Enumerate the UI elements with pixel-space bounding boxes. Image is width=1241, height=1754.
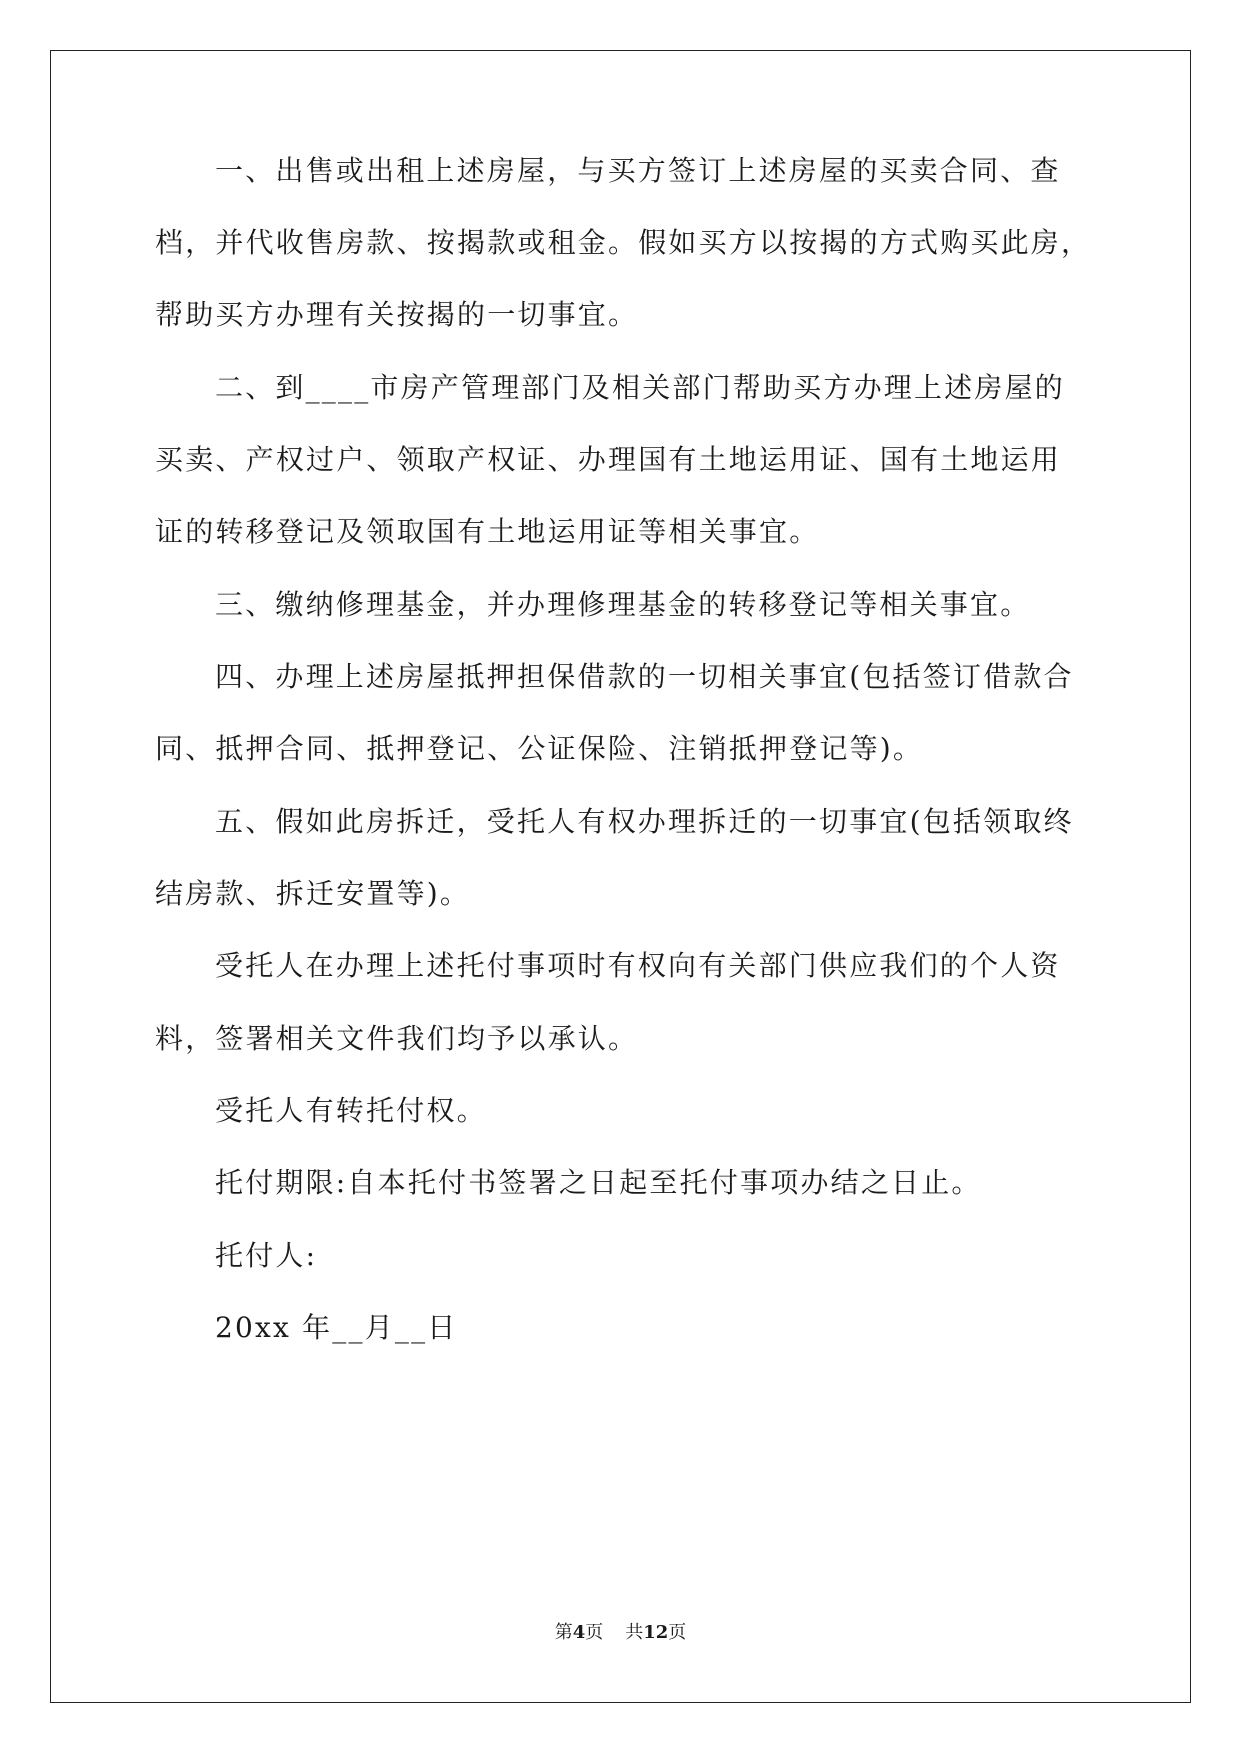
- page-number: 4: [572, 1622, 586, 1643]
- page-suffix: 页: [585, 1622, 604, 1643]
- paragraph-2-line-2: 买卖、产权过户、领取产权证、办理国有土地运用证、国有土地运用: [155, 443, 1062, 476]
- paragraph-4-line-1: 四、办理上述房屋抵押担保借款的一切相关事宜(包括签订借款合: [215, 660, 1074, 693]
- total-suffix: 页: [668, 1622, 687, 1643]
- paragraph-2-line-1: 二、到____市房产管理部门及相关部门帮助买方办理上述房屋的: [215, 371, 1066, 404]
- total-prefix: 共: [625, 1622, 644, 1643]
- paragraph-5-line-1: 五、假如此房拆迁，受托人有权办理拆迁的一切事宜(包括领取终: [215, 805, 1074, 838]
- signer-label: 托付人:: [215, 1239, 318, 1272]
- paragraph-8-line-1: 托付期限:自本托付书签署之日起至托付事项办结之日止。: [215, 1166, 982, 1199]
- total-pages: 12: [643, 1622, 669, 1643]
- paragraph-7-line-1: 受托人有转托付权。: [215, 1094, 487, 1127]
- date-line: 20xx 年__月__日: [215, 1311, 458, 1344]
- paragraph-3-line-1: 三、缴纳修理基金，并办理修理基金的转移登记等相关事宜。: [215, 588, 1031, 621]
- paragraph-5-line-2: 结房款、拆迁安置等)。: [155, 877, 471, 910]
- paragraph-6-line-1: 受托人在办理上述托付事项时有权向有关部门供应我们的个人资: [215, 949, 1061, 982]
- paragraph-1-line-2: 档，并代收售房款、按揭款或租金。假如买方以按揭的方式购买此房，: [155, 226, 1092, 259]
- paragraph-1-line-3: 帮助买方办理有关按揭的一切事宜。: [155, 298, 639, 331]
- paragraph-1-line-1: 一、出售或出租上述房屋，与买方签订上述房屋的买卖合同、查: [215, 154, 1061, 187]
- paragraph-2-line-3: 证的转移登记及领取国有土地运用证等相关事宜。: [155, 515, 820, 548]
- page-prefix: 第: [554, 1622, 573, 1643]
- page-footer: [0, 1621, 1241, 1645]
- paragraph-6-line-2: 料，签署相关文件我们均予以承认。: [155, 1022, 639, 1055]
- paragraph-4-line-2: 同、抵押合同、抵押登记、公证保险、注销抵押登记等)。: [155, 732, 924, 765]
